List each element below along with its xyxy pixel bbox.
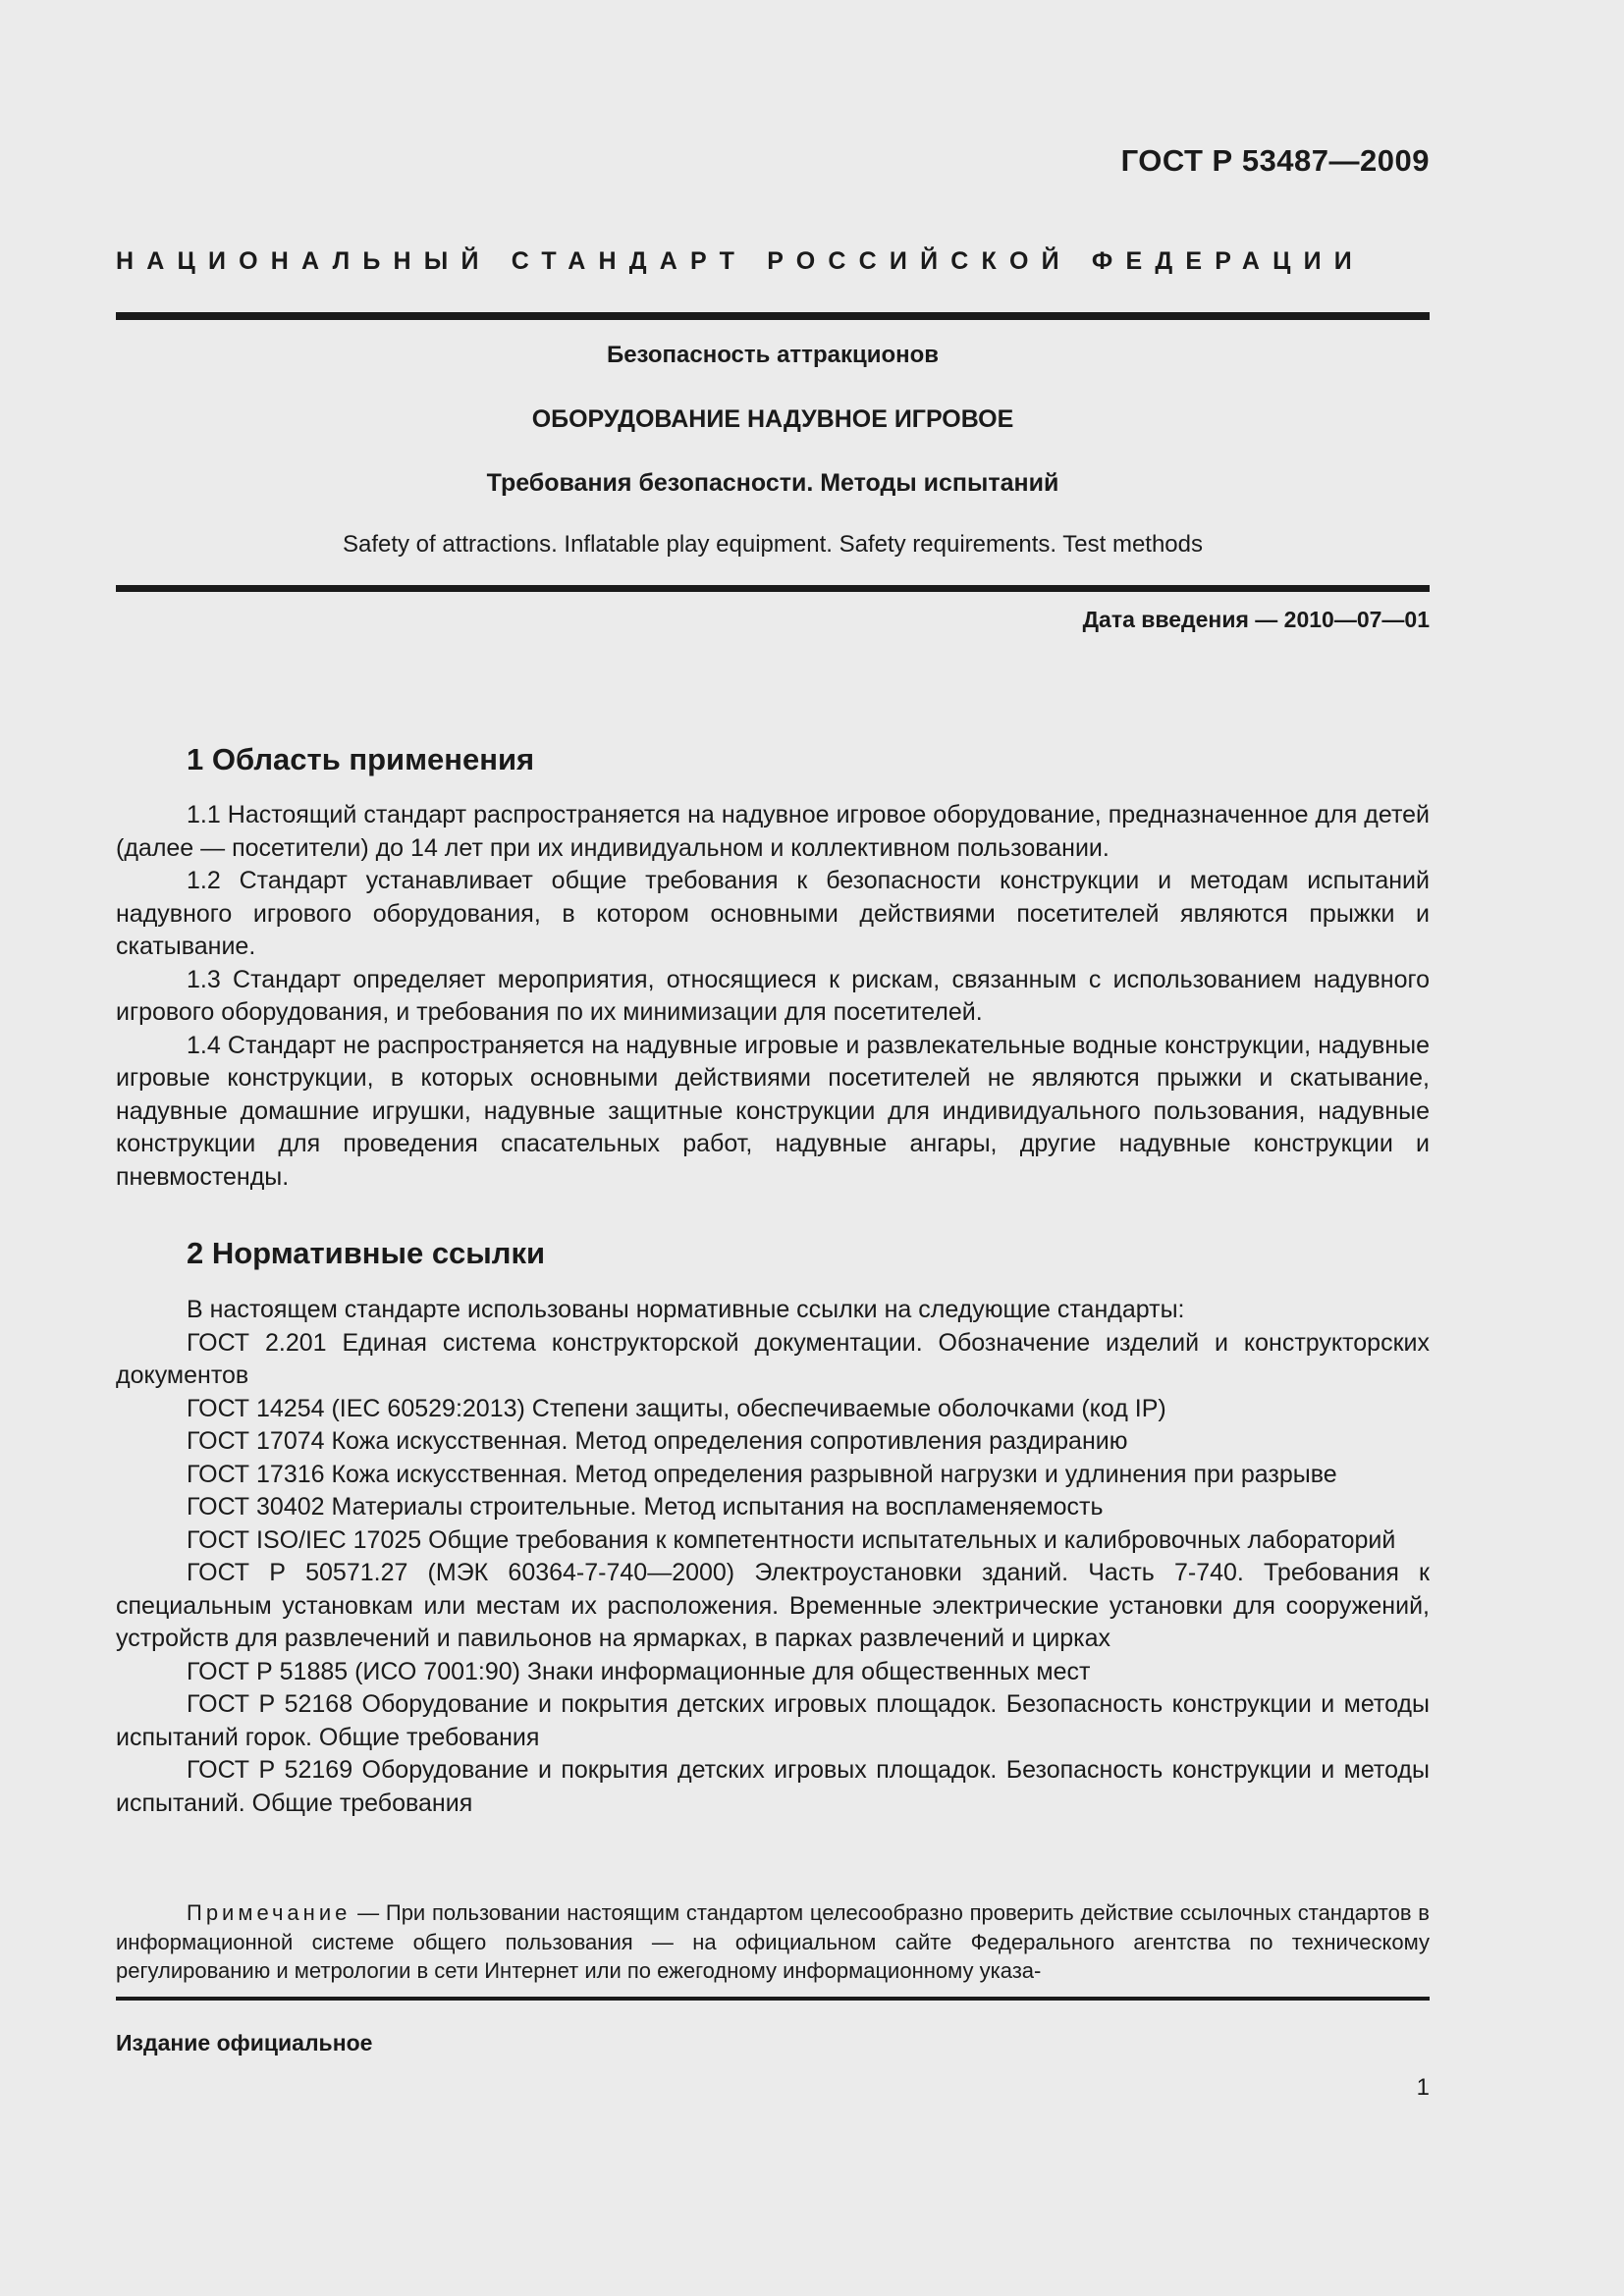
footer-rule	[116, 1997, 1430, 2001]
reference-item: ГОСТ 17074 Кожа искусственная. Метод определения сопротивления раздиранию	[187, 1427, 1128, 1455]
reference-item: ГОСТ Р 52168 Оборудование и покрытия детских игровых площадок. Безопасность конструкции и методы испытаний горок. Общие требования	[116, 1690, 1430, 1751]
page-number: 1	[1416, 2074, 1430, 2101]
title-english: Safety of attractions. Inflatable play equipment. Safety requirements. Test methods	[342, 531, 1204, 558]
paragraph: 1.1 Настоящий стандарт распространяется на надувное игровое оборудование, предназначенное для детей (далее — посетители) до 14 лет при их индивидуальном и коллективном пользовании.	[116, 801, 1430, 862]
note-text: — При пользовании настоящим стандартом целесообразно проверить действие ссылочных стандартов в информационной системе общего пользования — на официальном сайте Федерального агентства по техническому регулированию и метрологии в сети Интернет или по ежегодному информационному указа-	[116, 1900, 1430, 1983]
reference-item: ГОСТ ISO/IEC 17025 Общие требования к компетентности испытательных и калибровочных лабораторий	[187, 1525, 1396, 1554]
paragraph: 1.3 Стандарт определяет мероприятия, относящиеся к рискам, связанным с использованием надувного игрового оборудования, и требования по их минимизации для посетителей.	[116, 965, 1430, 1026]
reference-item: ГОСТ 30402 Материалы строительные. Метод испытания на воспламеняемость	[187, 1493, 1104, 1521]
title-group: Безопасность аттракционов	[606, 342, 940, 368]
reference-item: ГОСТ 2.201 Единая система конструкторской документации. Обозначение изделий и конструкторских документов	[116, 1328, 1430, 1389]
section-2-body	[116, 1294, 1430, 1820]
reference-item: ГОСТ 14254 (IEC 60529:2013) Степени защиты, обеспечиваемые оболочками (код IP)	[187, 1394, 1166, 1422]
reference-item: ГОСТ 17316 Кожа искусственная. Метод определения разрывной нагрузки и удлинения при разрыве	[187, 1460, 1337, 1488]
section-2-heading: 2 Нормативные ссылки	[187, 1236, 546, 1270]
title-main: ОБОРУДОВАНИЕ НАДУВНОЕ ИГРОВОЕ	[531, 405, 1014, 433]
reference-item: ГОСТ Р 51885 (ИСО 7001:90) Знаки информационные для общественных мест	[187, 1657, 1091, 1685]
top-rule	[116, 312, 1430, 320]
reference-item: ГОСТ Р 50571.27 (МЭК 60364-7-740—2000) Электроустановки зданий. Часть 7-740. Требования к специальным установкам или местам их расположения. Временные электрические установки для сооружений, устройств для развлечений и павильонов на ярмарках, в парках развлечений и цирках	[116, 1559, 1430, 1652]
section-1-heading: 1 Область применения	[187, 742, 535, 776]
introduction-date: Дата введения — 2010—07—01	[1082, 607, 1430, 632]
note	[116, 1898, 1430, 1986]
national-standard-line: НАЦИОНАЛЬНЫЙ СТАНДАРТ РОССИЙСКОЙ ФЕДЕРАЦИИ	[116, 247, 1365, 275]
paragraph: В настоящем стандарте использованы нормативные ссылки на следующие стандарты:	[187, 1296, 1185, 1323]
section-1-body	[116, 799, 1430, 1194]
paragraph: 1.4 Стандарт не распространяется на надувные игровые и развлекательные водные конструкции, надувные игровые конструкции, в которых основными действиями посетителей не являются прыжки и скатывание, надувные домашние игрушки, надувные защитные конструкции для индивидуального пользования, надувные конструкции для проведения спасательных работ, надувные ангары, другие надувные конструкции и пневмостенды.	[116, 1031, 1430, 1191]
standard-id: ГОСТ Р 53487—2009	[1120, 143, 1430, 178]
paragraph: 1.2 Стандарт устанавливает общие требования к безопасности конструкции и методам испытаний надувного игрового оборудования, в котором основными действиями посетителей являются прыжки и скатывание.	[116, 867, 1430, 960]
note-label: Примечание	[187, 1900, 352, 1925]
title-sub: Требования безопасности. Методы испытаний	[486, 469, 1059, 497]
official-edition: Издание официальное	[116, 2030, 373, 2056]
reference-item: ГОСТ Р 52169 Оборудование и покрытия детских игровых площадок. Безопасность конструкции и методы испытаний. Общие требования	[116, 1756, 1430, 1817]
title-bottom-rule	[116, 585, 1430, 592]
